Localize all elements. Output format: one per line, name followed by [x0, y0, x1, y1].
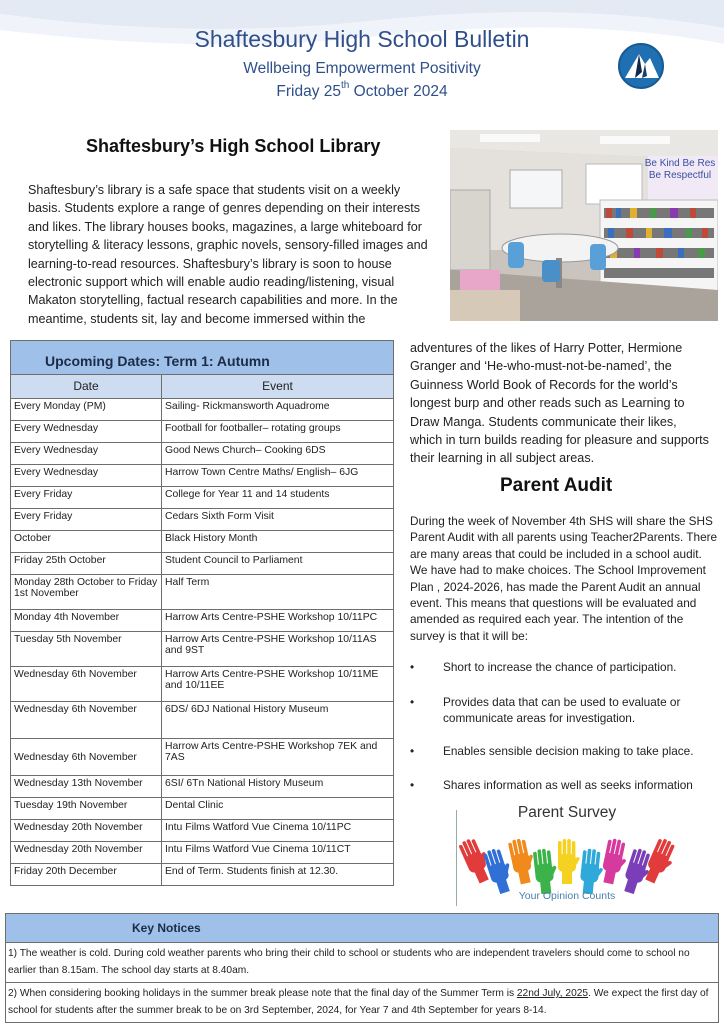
list-item: • Shares information as well as seeks information [410, 778, 693, 792]
parent-audit-title: Parent Audit [500, 475, 613, 496]
bulletin-title: Shaftesbury High School Bulletin [194, 26, 530, 52]
event-cell: Good News Church– Cooking 6DS [162, 443, 394, 465]
date-cell: Wednesday 6th November [11, 702, 162, 739]
list-item: • Enables sensible decision making to take place. [410, 744, 694, 758]
date-cell: Monday 28th October to Friday 1st November [11, 575, 162, 610]
event-cell: 6DS/ 6DJ National History Museum [162, 702, 394, 739]
table-row [11, 798, 394, 820]
event-cell: Dental Clinic [162, 798, 394, 820]
library-text: Shaftesbury’s library is a safe space that students visit on a weekly basis. Students explore a range of genres depending on their interests and likes. The library houses books, magazines, a large whiteboard for storytelling & literacy lessons, graphic novels, sensory-filled images and learning-to-read resources. Shaftesbury’s library is soon to house electronic support which will enable audio reading/listening, visual Makaton storytelling, factual research capabilities and more. In the meantime, students sit, lay and become immersed within the [28, 183, 428, 326]
table-row [11, 509, 394, 531]
event-cell: Cedars Sixth Form Visit [162, 509, 394, 531]
summer-term-end-date: 22nd July, 2025 [516, 988, 589, 999]
list-item: • Short to increase the chance of participation. [410, 660, 677, 674]
bulletin-tagline: Wellbeing Empowerment Positivity [243, 60, 481, 77]
library-text-continued: adventures of the likes of Harry Potter, Hermione Granger and ‘He-who-must-not-be-named’, the Guinness World Book of Records for the world’s longest burp and other reads such as Learning to Draw Manga. Students communicate their likes, which in turn builds reading for pleasure and supports their learning in all subject areas. [410, 341, 709, 466]
table-row [11, 842, 394, 864]
parent-survey-graphic [456, 804, 678, 906]
parent-survey-subtitle: Your Opinion Counts [518, 890, 616, 902]
date-cell: October [11, 531, 162, 553]
date-cell: Every Wednesday [11, 465, 162, 487]
table-row [11, 702, 394, 739]
date-cell: Every Wednesday [11, 443, 162, 465]
date-cell: Wednesday 6th November [11, 739, 162, 776]
column-header-event: Event [162, 375, 394, 399]
raised-hands-icon [456, 824, 678, 894]
event-cell: College for Year 11 and 14 students [162, 487, 394, 509]
event-cell: 6SI/ 6Tn National History Museum [162, 776, 394, 798]
key-notices-heading: Key Notices [6, 914, 718, 943]
date-cell: Wednesday 20th November [11, 842, 162, 864]
event-cell: Harrow Arts Centre-PSHE Workshop 10/11AS and 9ST [162, 632, 394, 667]
event-cell: Harrow Town Centre Maths/ English– 6JG [162, 465, 394, 487]
bulletin-date: Friday 25th October 2024 [276, 80, 448, 101]
event-cell: Intu Films Watford Vue Cinema 10/11CT [162, 842, 394, 864]
date-cell: Wednesday 20th November [11, 820, 162, 842]
event-cell: Harrow Arts Centre-PSHE Workshop 7EK and 7AS [162, 739, 394, 776]
date-cell: Friday 25th October [11, 553, 162, 575]
column-header-date: Date [11, 375, 162, 399]
list-item: • Provides data that can be used to evaluate or communicate areas for investigation. [410, 695, 681, 725]
upcoming-dates-heading: Upcoming Dates: Term 1: Autumn [10, 340, 394, 374]
school-logo-icon [617, 42, 665, 90]
upcoming-dates-panel [10, 340, 394, 886]
hand-icon [533, 848, 560, 894]
hand-icon [558, 839, 580, 884]
date-cell: Tuesday 5th November [11, 632, 162, 667]
hand-icon [599, 837, 630, 886]
table-row [11, 575, 394, 610]
event-cell: Harrow Arts Centre-PSHE Workshop 10/11PC [162, 610, 394, 632]
event-cell: Harrow Arts Centre-PSHE Workshop 10/11ME and 10/11EE [162, 667, 394, 702]
library-title: Shaftesbury’s High School Library [86, 136, 381, 156]
photo-sign-text: Be Kind Be Res [644, 158, 716, 169]
key-notices-panel [5, 913, 719, 1023]
table-row [11, 553, 394, 575]
date-cell: Friday 20th December [11, 864, 162, 886]
parent-audit-text: During the week of November 4th SHS will share the SHS Parent Audit with all parents using Teacher2Parents. There are many areas that could be included in a school audit. We have had to make choices. The School Improvement Plan , 2024-2026, has made the Parent Audit an annual event. This means that questions will be evaluated and amended as required each year. The intention of the survey is that it will be: [410, 514, 718, 643]
event-cell: Football for footballer– rotating groups [162, 421, 394, 443]
event-cell: End of Term. Students finish at 12.30. [162, 864, 394, 886]
table-row [11, 739, 394, 776]
bulletin-header [0, 0, 724, 112]
date-cell: Every Wednesday [11, 421, 162, 443]
parent-survey-title: Parent Survey [517, 804, 617, 821]
table-row [11, 864, 394, 886]
event-cell: Black History Month [162, 531, 394, 553]
event-cell: Sailing- Rickmansworth Aquadrome [162, 399, 394, 421]
photo-sign-text-2: Be Respectful [648, 170, 712, 181]
date-cell: Every Friday [11, 509, 162, 531]
table-row [11, 820, 394, 842]
table-row [11, 531, 394, 553]
table-row [11, 667, 394, 702]
date-cell: Every Friday [11, 487, 162, 509]
table-row [11, 776, 394, 798]
date-cell: Every Monday (PM) [11, 399, 162, 421]
date-cell: Wednesday 6th November [11, 667, 162, 702]
table-row [11, 610, 394, 632]
event-cell: Intu Films Watford Vue Cinema 10/11PC [162, 820, 394, 842]
notice-item-1: 1) The weather is cold. During cold weather parents who bring their child to school or students who are independent travelers should come to school no earlier than 8.15am. The school day starts at 8.40am. [6, 943, 718, 983]
upcoming-dates-table [10, 374, 394, 886]
hand-icon [579, 848, 606, 894]
table-row [11, 632, 394, 667]
notice-item-2: 2) When considering booking holidays in the summer break please note that the final day of the Summer Term is 22nd July, 2025. We expect the first day of school for students after the summer break to be on 3rd September, 2024, for Year 7 and 4th September for years 8-14. [8, 988, 709, 1016]
table-row [11, 443, 394, 465]
table-row [11, 421, 394, 443]
date-cell: Monday 4th November [11, 610, 162, 632]
table-row [11, 399, 394, 421]
table-row [11, 465, 394, 487]
date-cell: Tuesday 19th November [11, 798, 162, 820]
table-row [11, 487, 394, 509]
event-cell: Student Council to Parliament [162, 553, 394, 575]
event-cell: Half Term [162, 575, 394, 610]
library-photo [450, 130, 718, 321]
date-cell: Wednesday 13th November [11, 776, 162, 798]
